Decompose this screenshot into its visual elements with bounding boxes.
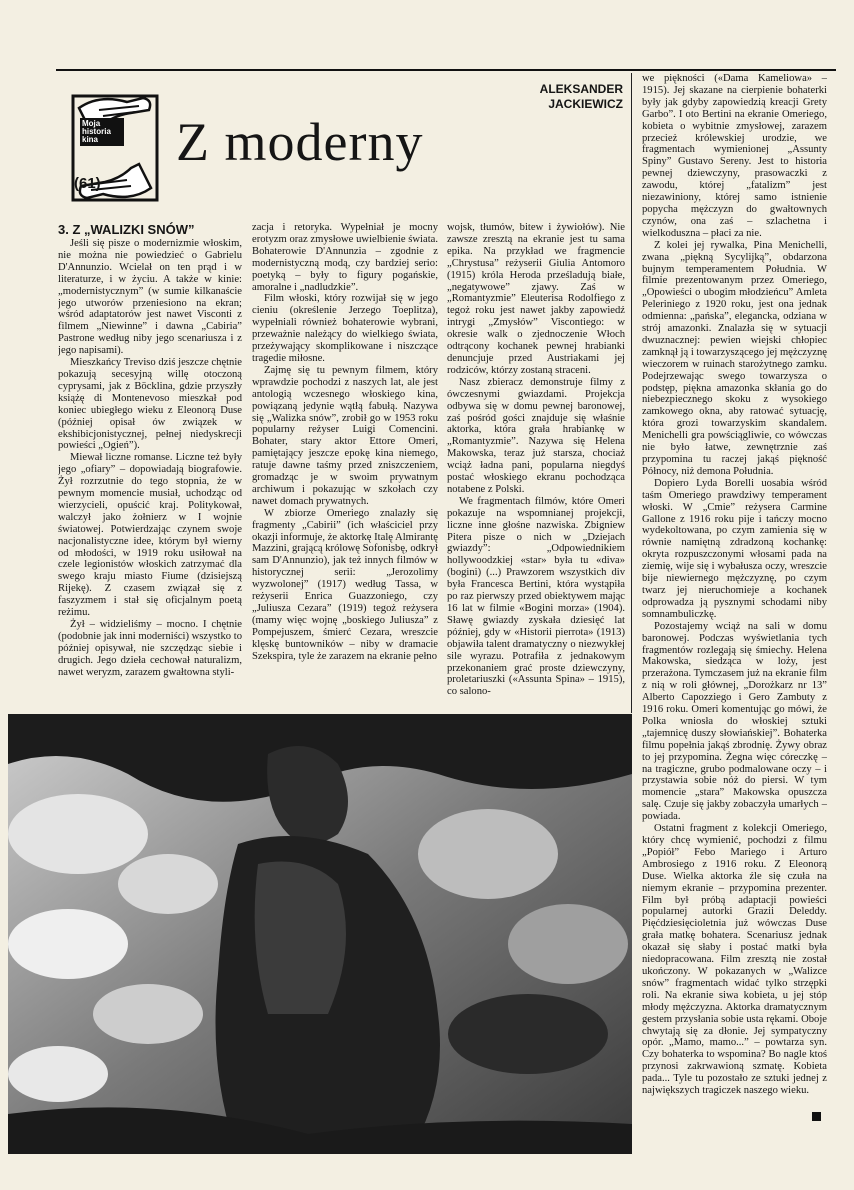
author-name: ALEKSANDER JACKIEWICZ bbox=[539, 82, 623, 111]
section-heading: 3. Z „WALIZKI SNÓW” bbox=[58, 222, 195, 237]
episode-number: (61) bbox=[74, 175, 101, 192]
film-still-photo bbox=[8, 714, 632, 1154]
text-column-3 bbox=[447, 222, 625, 708]
paragraph: Nasz zbieracz demonstruje filmy z ówczesnymi gwiazdami. Projekcja odbywa się w domu pewnej baronowej, zaś pośród gości znajduje się właśnie aktorka, która grała hrabiankę w „Romantyzmie”. Nazywa się Helena Makowska, teraz już starsza, chociaż wciąż ładna pani, popularna niegdyś postać włoskiego ekranu pochodząca notabene z Polski. bbox=[447, 376, 625, 495]
logo-label: Moja historia kina bbox=[80, 118, 124, 146]
paragraph: Żył – widzieliśmy – mocno. I chętnie (podobnie jak inni moderniści) wszystko to później opisywał, nie szczędząc siebie i drugich. Jego dzieła cechował naturalizm, nawet weryzm, zarazem gwałtowna styli- bbox=[58, 619, 242, 678]
text-column-4 bbox=[642, 73, 827, 1128]
paragraph: zacja i retoryka. Wypełniał je mocny erotyzm oraz zmysłowe uwielbienie świata. Bohaterowie D'Annunzia – zgodnie z modernistyczną modą, czy bardziej serio: poetyką – były to figury pogańskie, amoralne i „nadludzkie”. bbox=[252, 222, 438, 293]
paragraph: Pozostajemy wciąż na sali w domu baronowej. Podczas wyświetlania tych fragmentów rozlegają się śmiechy. Helena Makowska, siedząca w loży, jest przerażona. Tymczasem już na ekranie film z nią w roli głównej, „Dorożkarz nr 13” Alberto Capozziego i Gero Zambuty z 1916 roku. Omeri komentując go mówi, że Polka wniosła do włoskiej sztuki „tajemnicę duszy słowiańskiej”. Bohaterka filmu popełnia jakąś zbrodnię. Żywy obraz to jej przypomina. Żegna więc córeczkę – na tragiczne, grubo podmalowane oczy – i przystawia sobie nóż do piersi. W tym momencie „stara” Makowska opuszcza salę. Czuje się jakby zobaczyła umarłych – powiada. bbox=[642, 620, 827, 823]
article-end-mark bbox=[812, 1112, 821, 1121]
paragraph: wojsk, tłumów, bitew i żywiołów). Nie zawsze zresztą na ekranie jest tu sama epika. Na przykład we fragmencie „Chrystusa” reżyserii Giulia Antomoro (1915) króla Heroda prześladują białe, „negatywowe” zjawy. Zaś w „Romantyzmie” Eleuterisa Rodolfiego z tegoż roku jest nawet jakby zapowiedź intrygi „Zmysłów” Viscontiego: w okresie walk o zjednoczenie Włoch odtrącony kochanek pewnej hrabianki denuncjuje przed Austriakami jej rodziców, którzy zostaną straceni. bbox=[447, 222, 625, 376]
paragraph: Jeśli się pisze o modernizmie włoskim, nie można nie powiedzieć o Gabrielu D'Annunzio. Wcielał on ten prąd i w literaturze, i w życiu. A także w kinie: „modernistycznym” (w sumie kilkanaście jego utworów przeniesiono na ekran; wśród adaptatorów jest nawet Visconti z filmem „Niewinne” i dawna „Cabiria” Pastrone według niby jego scenariusza i z jego napisami). bbox=[58, 238, 242, 357]
paragraph: Z kolei jej rywalka, Pina Menichelli, zwana „piękną Sycylijką”, obdarzona bujnym temperamentem Południa. W filmie prezentowanym przez Omeriego, „Opowieści o ubogim młodzieńcu” Amleta Peleriniego z 1920 roku, jest ona jednak odmienna: „pańska”, elegancka, odziana w strój amazonki. Znalazła się w sytuacji dwuznacznej: pewien wiejski chłopiec zamknął ją i towarzyszącego jej mężczyznę wieczorem w ruinach starożytnego zamku. Podejrzewając swego towarzysza o podstęp, piękna amazonka skłania go do niebezpiecznego skoku z wysokiego zamkowego okna, aby ratować sytuację, która grozi towarzyskim skandalem. Menichelli gra powściągliwie, co wówczas nie było łatwe, zewnętrznie zaś przypomina tu raczej jakąś piękność Północy, niż demona Południa. bbox=[642, 239, 827, 477]
article-title: Z moderny bbox=[176, 112, 424, 172]
paragraph: Miewał liczne romanse. Liczne też były jego „ofiary” – dopowiadają biografowie. Żył rozrzutnie do tego stopnia, że w pewnym momencie musiał, uchodząc od wierzycieli, opuścić kraj. Politykował, walczył jako żołnierz w I wojnie światowej. Potwierdzając czynem swoje nacjonalistyczne idee, którym był wierny od młodości, w 1919 roku usiłował na czele legionistów włoskich zatrzymać dla swego kraju miasto Fiume (dzisiejszą Rijekę). Z czasem związał się z faszyzmem i stał się oficjalnym poetą reżimu. bbox=[58, 452, 242, 619]
text-column-2 bbox=[252, 222, 438, 708]
top-rule bbox=[56, 69, 836, 71]
paragraph: Film włoski, który rozwijał się w jego cieniu (określenie Jerzego Toeplitza), wypełniali również bohaterowie wybrani, przeważnie należący do wielkiego świata, przeżywający skomplikowane i niszczące tragedie miłosne. bbox=[252, 293, 438, 364]
paragraph: We fragmentach filmów, które Omeri pokazuje na wspomnianej projekcji, liczne inne głośne nazwiska. Zbigniew Pitera pisze o nich w „Dziejach gwiazdy”: „Odpowiednikiem hollywoodzkiej «star» była tu «diva» (bogini) (...) Prawzorem wszystkich div była Francesca Bertini, która wystąpiła po raz pierwszy przed obiektywem mając 16 lat w filmie «Bogini morza» (1904). Sławę gwiazdy zyskała dziesięć lat później, gdy w «Historii pierrota» (1913) objawiła talent dramatyczny o niezwykłej sile wyrazu. Potrafiła z jednakowym przekonaniem grać proste dziewczyny, proletariuszki («Assunta Spina» – 1915), co salono- bbox=[447, 495, 625, 698]
paragraph: Zajmę się tu pewnym filmem, który wprawdzie pochodzi z naszych lat, ale jest antologią wczesnego włoskiego kina, powiązaną jedynie wątłą fabułą. Nazywa się „Walizka snów”, zrobił go w 1953 roku popularny reżyser Luigi Comencini. Bohater, stary aktor Ettore Omeri, pamiętający jeszcze epokę kina niemego, ratuje dawne taśmy przed zniszczeniem, gromadząc je w swoim prywatnym archiwum i pokazując w szkołach czy nawet domach prywatnych. bbox=[252, 364, 438, 507]
paragraph: Mieszkańcy Treviso dziś jeszcze chętnie pokazują secesyjną willę otoczoną cyprysami, jak z Böcklina, gdzie przyszły książę di Montenevoso mieszkał pod koniec ubiegłego wieku z Eleonorą Duse (później opisał ów związek w ekshibicjonistycznej, pełnej niedyskrecji powieści „Ogień”). bbox=[58, 357, 242, 452]
paragraph: Ostatni fragment z kolekcji Omeriego, który chcę wymienić, pochodzi z filmu „Popiół” Febo Mariego i Arturo Ambrosiego z 1916 roku. Z Eleonorą Duse. Wielka aktorka źle się czuła na niemym ekranie – przypomina prezenter. Film był próbą adaptacji powieści popularnej autorki Grazii Deleddy. Pięćdziesięcioletnia już wówczas Duse grała matkę bohatera. Scenariusz jednak okazał się słaby i postać matki była niedopracowana. Film zresztą nie został ukończony. W pokazanych w „Walizce snów” fragmentach widać tylko strzępki roli. Na ekranie siwa kobieta, u jej stóp młody mężczyzna. Aktorka dramatycznym gestem przysłania sobie usta rękami. Oboje chwytają się za dłonie. Jej sympatyczny opór. „Mamo, mamo...” – powtarza syn. Czy bohaterka to wspomina? Bo nagle ktoś przynosi zakrwawioną szmatę. Kobieta pada... Tyle tu pozostało ze sztuki jednej z największych tragiczek naszego wieku. bbox=[642, 823, 827, 1097]
column-rule bbox=[631, 73, 632, 713]
paragraph: we piękności («Dama Kameliowa» – 1915). Jej skazane na cierpienie bohaterki były jak gdyby zapowiedzią kreacji Grety Garbo”. I oto Bertini na ekranie Omeriego, kobieta o wybitnie zmysłowej, zarazem przecież królewskiej urodzie, we fragmentach wymienionej „Assunty Spiny” Gustavo Sereny. Jest to historia pewnej dziewczyny, prasowaczki z zawodu, której „fatalizm” jest niezawiniony, której samo istnienie popycha mężczyzn do gwałtownych czynów, ona zaś – szlachetna i wielkoduszna – płaci za nie. bbox=[642, 73, 827, 239]
paragraph: Dopiero Lyda Borelli uosabia wśród taśm Omeriego prawdziwy temperament włoski. W „Cmie” reżysera Carmine Gallone z 1916 roku pije i tańczy mocno wydekoltowana, po czym zamienia się w równie namiętną zdradzoną kochankę: okryta rozpuszczonymi włosami pada na ziemię, wije się i wybałusza oczy, wreszcie bije niewiernego mężczyznę, po czym twarz jej nieruchomieje a kochanek odprowadza ją pysznymi schodami niby somnambuliczkę. bbox=[642, 477, 827, 620]
paragraph: W zbiorze Omeriego znalazły się fragmenty „Cabirii” (ich właściciel przy okazji informuje, że aktorkę Italę Almirantę Mazzini, grającą królowę Sofonisbę, odkrył sam D'Annunzio), jak też innych filmów w historycznej serii: „Jerozolimy wyzwolonej” (1917) według Tassa, w reżyserii Enrica Guazzoniego, czy „Juliusza Cezara” (1919) tegoż reżysera (mamy więc wojnę „boskiego Juliusza” z Pompejuszem, śmierć Cezara, wreszcie klęskę buntowników – niby w dramacie Szekspira, tyle że zarazem na ekranie pełno bbox=[252, 507, 438, 662]
text-column-1 bbox=[58, 238, 242, 708]
